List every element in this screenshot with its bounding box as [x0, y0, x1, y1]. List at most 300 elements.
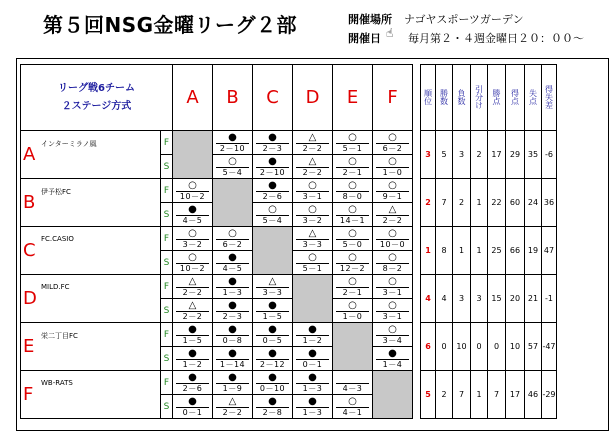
result-mark: ○	[388, 300, 397, 311]
stat-header-text: 勝点	[492, 88, 501, 105]
stat-value: 36	[542, 179, 557, 227]
stat-value: 7	[436, 179, 453, 227]
team-name: MILD.FC	[41, 283, 70, 291]
result-mark: ●	[268, 180, 277, 191]
stat-value: -29	[542, 371, 557, 419]
result-cell	[373, 251, 413, 275]
result-mark: ●	[308, 396, 317, 407]
result-score: 5－4	[256, 215, 289, 225]
stat-value: 0	[471, 323, 488, 371]
leg-label: F	[161, 131, 173, 155]
result-mark: ○	[388, 276, 397, 287]
diagonal-cell	[213, 179, 253, 227]
team-name: 伊予松FC	[41, 188, 71, 196]
result-score: 2－8	[256, 407, 289, 417]
result-score: 2－2	[216, 407, 249, 417]
result-mark: ○	[388, 156, 397, 167]
result-score: 5－1	[296, 263, 329, 273]
date-label: 開催日	[348, 32, 381, 45]
stat-value: -47	[542, 323, 557, 371]
stat-value: 2	[453, 179, 471, 227]
stat-value: 5	[436, 131, 453, 179]
team-name-cell	[21, 227, 161, 275]
stat-value: 3	[453, 275, 471, 323]
result-mark: ○	[348, 228, 357, 239]
result-cell	[213, 275, 253, 299]
leg-label: S	[161, 347, 173, 371]
venue-info	[348, 11, 524, 27]
result-cell	[213, 155, 253, 179]
team-row	[21, 371, 557, 395]
result-score: 2－3	[256, 143, 289, 153]
result-score: 1－3	[296, 407, 329, 417]
result-score: 2－12	[256, 359, 289, 369]
result-score: 2－10	[216, 143, 249, 153]
result-score: 0－1	[296, 359, 329, 369]
stat-value: 17	[506, 371, 525, 419]
gap-cell	[413, 65, 421, 419]
leg-label: F	[161, 275, 173, 299]
stat-value: 17	[488, 131, 506, 179]
stat-header	[542, 65, 557, 131]
result-score: 5－0	[336, 239, 369, 249]
result-cell	[253, 347, 293, 371]
result-mark: ○	[388, 252, 397, 263]
result-cell	[333, 251, 373, 275]
result-cell	[293, 131, 333, 155]
stat-value: 7	[488, 371, 506, 419]
result-cell	[333, 131, 373, 155]
stat-header	[525, 65, 542, 131]
table-title-line1: リーグ戦6チーム	[58, 82, 135, 94]
venue-label: 開催場所	[348, 13, 392, 26]
result-score: 3－4	[376, 335, 409, 345]
team-name-cell	[21, 323, 161, 371]
result-mark: △	[188, 300, 197, 311]
result-cell	[173, 203, 213, 227]
leg-label: S	[161, 251, 173, 275]
result-mark: ●	[228, 372, 237, 383]
stat-value: 29	[506, 131, 525, 179]
result-cell	[373, 323, 413, 347]
team-name: 栄二丁目FC	[41, 332, 78, 340]
result-mark: ●	[308, 372, 317, 383]
result-cell	[173, 347, 213, 371]
result-mark: ○	[308, 204, 317, 215]
result-cell	[293, 179, 333, 203]
diagonal-cell	[173, 131, 213, 179]
stat-value: 24	[525, 179, 542, 227]
team-row	[21, 227, 557, 251]
leg-label: S	[161, 299, 173, 323]
result-score: 6－2	[376, 143, 409, 153]
team-letter: F	[23, 384, 34, 405]
result-score: 2－1	[336, 287, 369, 297]
stat-value: 2	[471, 131, 488, 179]
result-cell	[213, 347, 253, 371]
stat-value: 46	[525, 371, 542, 419]
result-mark: ●	[228, 252, 237, 263]
league-table	[20, 64, 557, 419]
diagonal-cell	[373, 371, 413, 419]
result-score: 8－2	[376, 263, 409, 273]
result-score: 6－2	[216, 239, 249, 249]
result-cell	[213, 371, 253, 395]
stat-value: 10	[453, 323, 471, 371]
result-score: 14－1	[336, 215, 369, 225]
result-cell	[293, 227, 333, 251]
stat-value: 35	[525, 131, 542, 179]
result-mark: ○	[388, 324, 397, 335]
result-mark: ●	[308, 348, 317, 359]
result-mark: ○	[308, 180, 317, 191]
diagonal-cell	[333, 323, 373, 371]
team-letter: D	[23, 288, 37, 309]
result-mark	[333, 372, 372, 383]
result-mark: △	[388, 204, 397, 215]
result-mark: ○	[308, 252, 317, 263]
result-cell	[373, 203, 413, 227]
stat-value: 0	[488, 323, 506, 371]
stat-value: 10	[506, 323, 525, 371]
result-score: 4－5	[176, 215, 209, 225]
result-cell	[213, 131, 253, 155]
result-cell	[373, 227, 413, 251]
result-mark: ●	[188, 372, 197, 383]
result-mark: △	[308, 228, 317, 239]
result-cell	[173, 275, 213, 299]
diagonal-cell	[253, 227, 293, 275]
result-cell	[173, 179, 213, 203]
team-letter: B	[23, 192, 36, 213]
result-mark: ●	[268, 372, 277, 383]
rank-value: 3	[421, 131, 436, 179]
result-mark: ○	[388, 228, 397, 239]
result-cell	[333, 395, 373, 419]
result-cell	[333, 299, 373, 323]
result-score: 1－3	[296, 383, 329, 393]
result-score: 2－1	[336, 167, 369, 177]
leg-label: S	[161, 155, 173, 179]
table-title-line2: ２ステージ方式	[61, 100, 132, 112]
result-cell	[253, 395, 293, 419]
venue-value: ナゴヤスポーツガーデン	[404, 13, 524, 26]
rank-value: 2	[421, 179, 436, 227]
result-mark: ○	[348, 156, 357, 167]
result-score: 2－2	[376, 215, 409, 225]
result-mark: ○	[388, 132, 397, 143]
date-value: 毎月第２・４週金曜日２０：００～	[408, 32, 584, 45]
result-score: 1－9	[216, 383, 249, 393]
result-score: 0－1	[176, 407, 209, 417]
result-mark: ○	[188, 180, 197, 191]
result-score: 2－6	[176, 383, 209, 393]
stat-header	[453, 65, 471, 131]
team-name-cell	[21, 371, 161, 419]
stat-header-text: 順位	[423, 88, 433, 105]
result-score: 1－4	[376, 359, 409, 369]
stat-value: 4	[436, 275, 453, 323]
result-score: 12－2	[336, 263, 369, 273]
result-mark: ●	[268, 396, 277, 407]
column-header-f: F	[373, 65, 413, 131]
stat-value: -6	[542, 131, 557, 179]
result-score: 1－14	[216, 359, 249, 369]
team-row	[21, 179, 557, 203]
stat-value: 25	[488, 227, 506, 275]
result-cell	[373, 299, 413, 323]
stat-value: 1	[471, 227, 488, 275]
team-name: FC.CASIO	[41, 235, 74, 243]
stat-value: 1	[471, 179, 488, 227]
result-mark: ●	[228, 132, 237, 143]
result-cell	[173, 251, 213, 275]
result-mark: ●	[228, 348, 237, 359]
leg-label: S	[161, 203, 173, 227]
result-mark: ○	[388, 180, 397, 191]
result-cell	[293, 347, 333, 371]
result-score: 10－2	[176, 191, 209, 201]
rank-value: 5	[421, 371, 436, 419]
diagonal-cell	[293, 275, 333, 323]
team-row	[21, 131, 557, 155]
result-score: 1－5	[256, 311, 289, 321]
result-mark: ●	[268, 348, 277, 359]
result-cell	[333, 227, 373, 251]
stat-value: 60	[506, 179, 525, 227]
result-cell	[213, 299, 253, 323]
leg-label: F	[161, 371, 173, 395]
result-score: 2－6	[256, 191, 289, 201]
result-cell	[293, 371, 333, 395]
result-score: 0－8	[216, 335, 249, 345]
result-mark: ○	[348, 204, 357, 215]
result-cell	[213, 323, 253, 347]
result-mark: △	[188, 276, 197, 287]
result-mark: ○	[188, 252, 197, 263]
team-letter: C	[23, 240, 36, 261]
stat-header	[471, 65, 488, 131]
result-mark: ○	[228, 228, 237, 239]
result-mark: ●	[228, 324, 237, 335]
date-info	[348, 30, 584, 46]
result-cell	[373, 155, 413, 179]
stat-value: 2	[436, 371, 453, 419]
result-score: 3－1	[376, 287, 409, 297]
result-cell	[293, 395, 333, 419]
header-row	[21, 65, 557, 131]
result-mark: ●	[188, 204, 197, 215]
stat-header-text: 得点	[510, 88, 520, 105]
result-mark: ○	[348, 180, 357, 191]
result-score: 5－1	[336, 143, 369, 153]
stat-value: 57	[525, 323, 542, 371]
table-title	[21, 65, 173, 131]
page-title: 第５回NSG金曜リーグ２部	[43, 13, 298, 37]
result-score: 9－1	[376, 191, 409, 201]
stat-header-text: 負数	[457, 88, 466, 105]
result-score: 4－3	[336, 383, 369, 393]
result-score: 1－0	[336, 311, 369, 321]
result-score: 0－10	[256, 383, 289, 393]
result-mark: △	[268, 276, 277, 287]
result-score: 2－2	[176, 311, 209, 321]
team-name: WB-RATS	[41, 379, 73, 387]
stat-value: 3	[453, 131, 471, 179]
team-name-cell	[21, 179, 161, 227]
result-mark: ○	[348, 300, 357, 311]
result-cell	[173, 371, 213, 395]
result-cell	[253, 203, 293, 227]
leg-label: F	[161, 323, 173, 347]
result-mark: ●	[228, 276, 237, 287]
result-score: 3－3	[296, 239, 329, 249]
result-cell	[173, 323, 213, 347]
result-mark: ●	[308, 324, 317, 335]
stat-value: 47	[542, 227, 557, 275]
stat-value: 7	[453, 371, 471, 419]
result-score: 2－2	[296, 167, 329, 177]
rank-value: 1	[421, 227, 436, 275]
result-score: 10－2	[176, 263, 209, 273]
stat-value: 20	[506, 275, 525, 323]
result-score: 2－10	[256, 167, 289, 177]
result-mark: ○	[348, 252, 357, 263]
result-cell	[253, 155, 293, 179]
result-mark: ○	[228, 156, 237, 167]
column-header-c: C	[253, 65, 293, 131]
stat-value: 15	[488, 275, 506, 323]
result-cell	[173, 299, 213, 323]
result-mark: ●	[268, 324, 277, 335]
column-header-b: B	[213, 65, 253, 131]
result-cell	[373, 275, 413, 299]
result-score: 4－1	[336, 407, 369, 417]
result-cell	[293, 323, 333, 347]
result-mark: △	[308, 132, 317, 143]
leg-label: S	[161, 395, 173, 419]
result-mark: ●	[188, 396, 197, 407]
result-mark: ●	[228, 300, 237, 311]
result-cell	[293, 203, 333, 227]
stat-value: 0	[436, 323, 453, 371]
result-mark: ○	[188, 228, 197, 239]
result-score: 1－2	[176, 359, 209, 369]
stat-value: 22	[488, 179, 506, 227]
result-score: 3－1	[296, 191, 329, 201]
stat-value: 19	[525, 227, 542, 275]
result-cell	[173, 227, 213, 251]
result-mark: ●	[388, 348, 397, 359]
result-score: 3－2	[176, 239, 209, 249]
team-letter: E	[23, 336, 35, 357]
stat-header	[506, 65, 525, 131]
leg-label: F	[161, 227, 173, 251]
result-score: 2－3	[216, 311, 249, 321]
result-score: 1－5	[176, 335, 209, 345]
result-mark: △	[308, 156, 317, 167]
result-cell	[333, 203, 373, 227]
stat-value: 21	[525, 275, 542, 323]
result-cell	[173, 395, 213, 419]
result-cell	[333, 371, 373, 395]
leg-label: F	[161, 179, 173, 203]
result-mark: △	[228, 396, 237, 407]
rank-value: 4	[421, 275, 436, 323]
result-score: 2－2	[176, 287, 209, 297]
result-cell	[373, 179, 413, 203]
column-header-e: E	[333, 65, 373, 131]
result-score: 3－1	[376, 311, 409, 321]
result-mark: ○	[348, 132, 357, 143]
result-score: 3－2	[296, 215, 329, 225]
result-mark: ○	[348, 276, 357, 287]
team-letter: A	[23, 144, 36, 165]
result-mark: ○	[348, 396, 357, 407]
stat-value: 66	[506, 227, 525, 275]
result-cell	[213, 227, 253, 251]
result-mark: ○	[268, 204, 277, 215]
stat-header-text: 得失差	[544, 84, 554, 109]
result-cell	[333, 275, 373, 299]
stat-value: -1	[542, 275, 557, 323]
result-score: 2－2	[296, 143, 329, 153]
result-score: 1－0	[376, 167, 409, 177]
result-cell	[253, 179, 293, 203]
stat-value: 1	[453, 227, 471, 275]
result-score: 8－0	[336, 191, 369, 201]
hand-cursor-icon: ☝	[386, 26, 394, 40]
stat-value: 1	[471, 371, 488, 419]
stat-header-text: 勝数	[439, 88, 449, 105]
rank-value: 6	[421, 323, 436, 371]
result-cell	[373, 347, 413, 371]
team-row	[21, 275, 557, 299]
team-name-cell	[21, 131, 161, 179]
result-mark: ●	[268, 156, 277, 167]
stat-value: 8	[436, 227, 453, 275]
result-score: 4－5	[216, 263, 249, 273]
result-score: 1－3	[216, 287, 249, 297]
result-mark: ●	[268, 132, 277, 143]
result-mark: ●	[268, 300, 277, 311]
result-cell	[333, 179, 373, 203]
stat-header	[488, 65, 506, 131]
result-score: 10－0	[376, 239, 409, 249]
result-cell	[333, 155, 373, 179]
result-score: 3－3	[256, 287, 289, 297]
result-cell	[293, 251, 333, 275]
result-cell	[213, 395, 253, 419]
stat-header-text: 引分け	[474, 84, 484, 109]
team-row	[21, 323, 557, 347]
stat-header-text: 失点	[528, 88, 538, 105]
column-header-d: D	[293, 65, 333, 131]
column-header-a: A	[173, 65, 213, 131]
result-cell	[253, 131, 293, 155]
result-mark: ●	[188, 324, 197, 335]
result-score: 1－2	[296, 335, 329, 345]
result-cell	[293, 155, 333, 179]
result-mark: ●	[188, 348, 197, 359]
result-cell	[253, 323, 293, 347]
stat-header	[436, 65, 453, 131]
team-name-cell	[21, 275, 161, 323]
result-cell	[253, 371, 293, 395]
stat-header	[421, 65, 436, 131]
result-score: 5－4	[216, 167, 249, 177]
result-cell	[253, 299, 293, 323]
